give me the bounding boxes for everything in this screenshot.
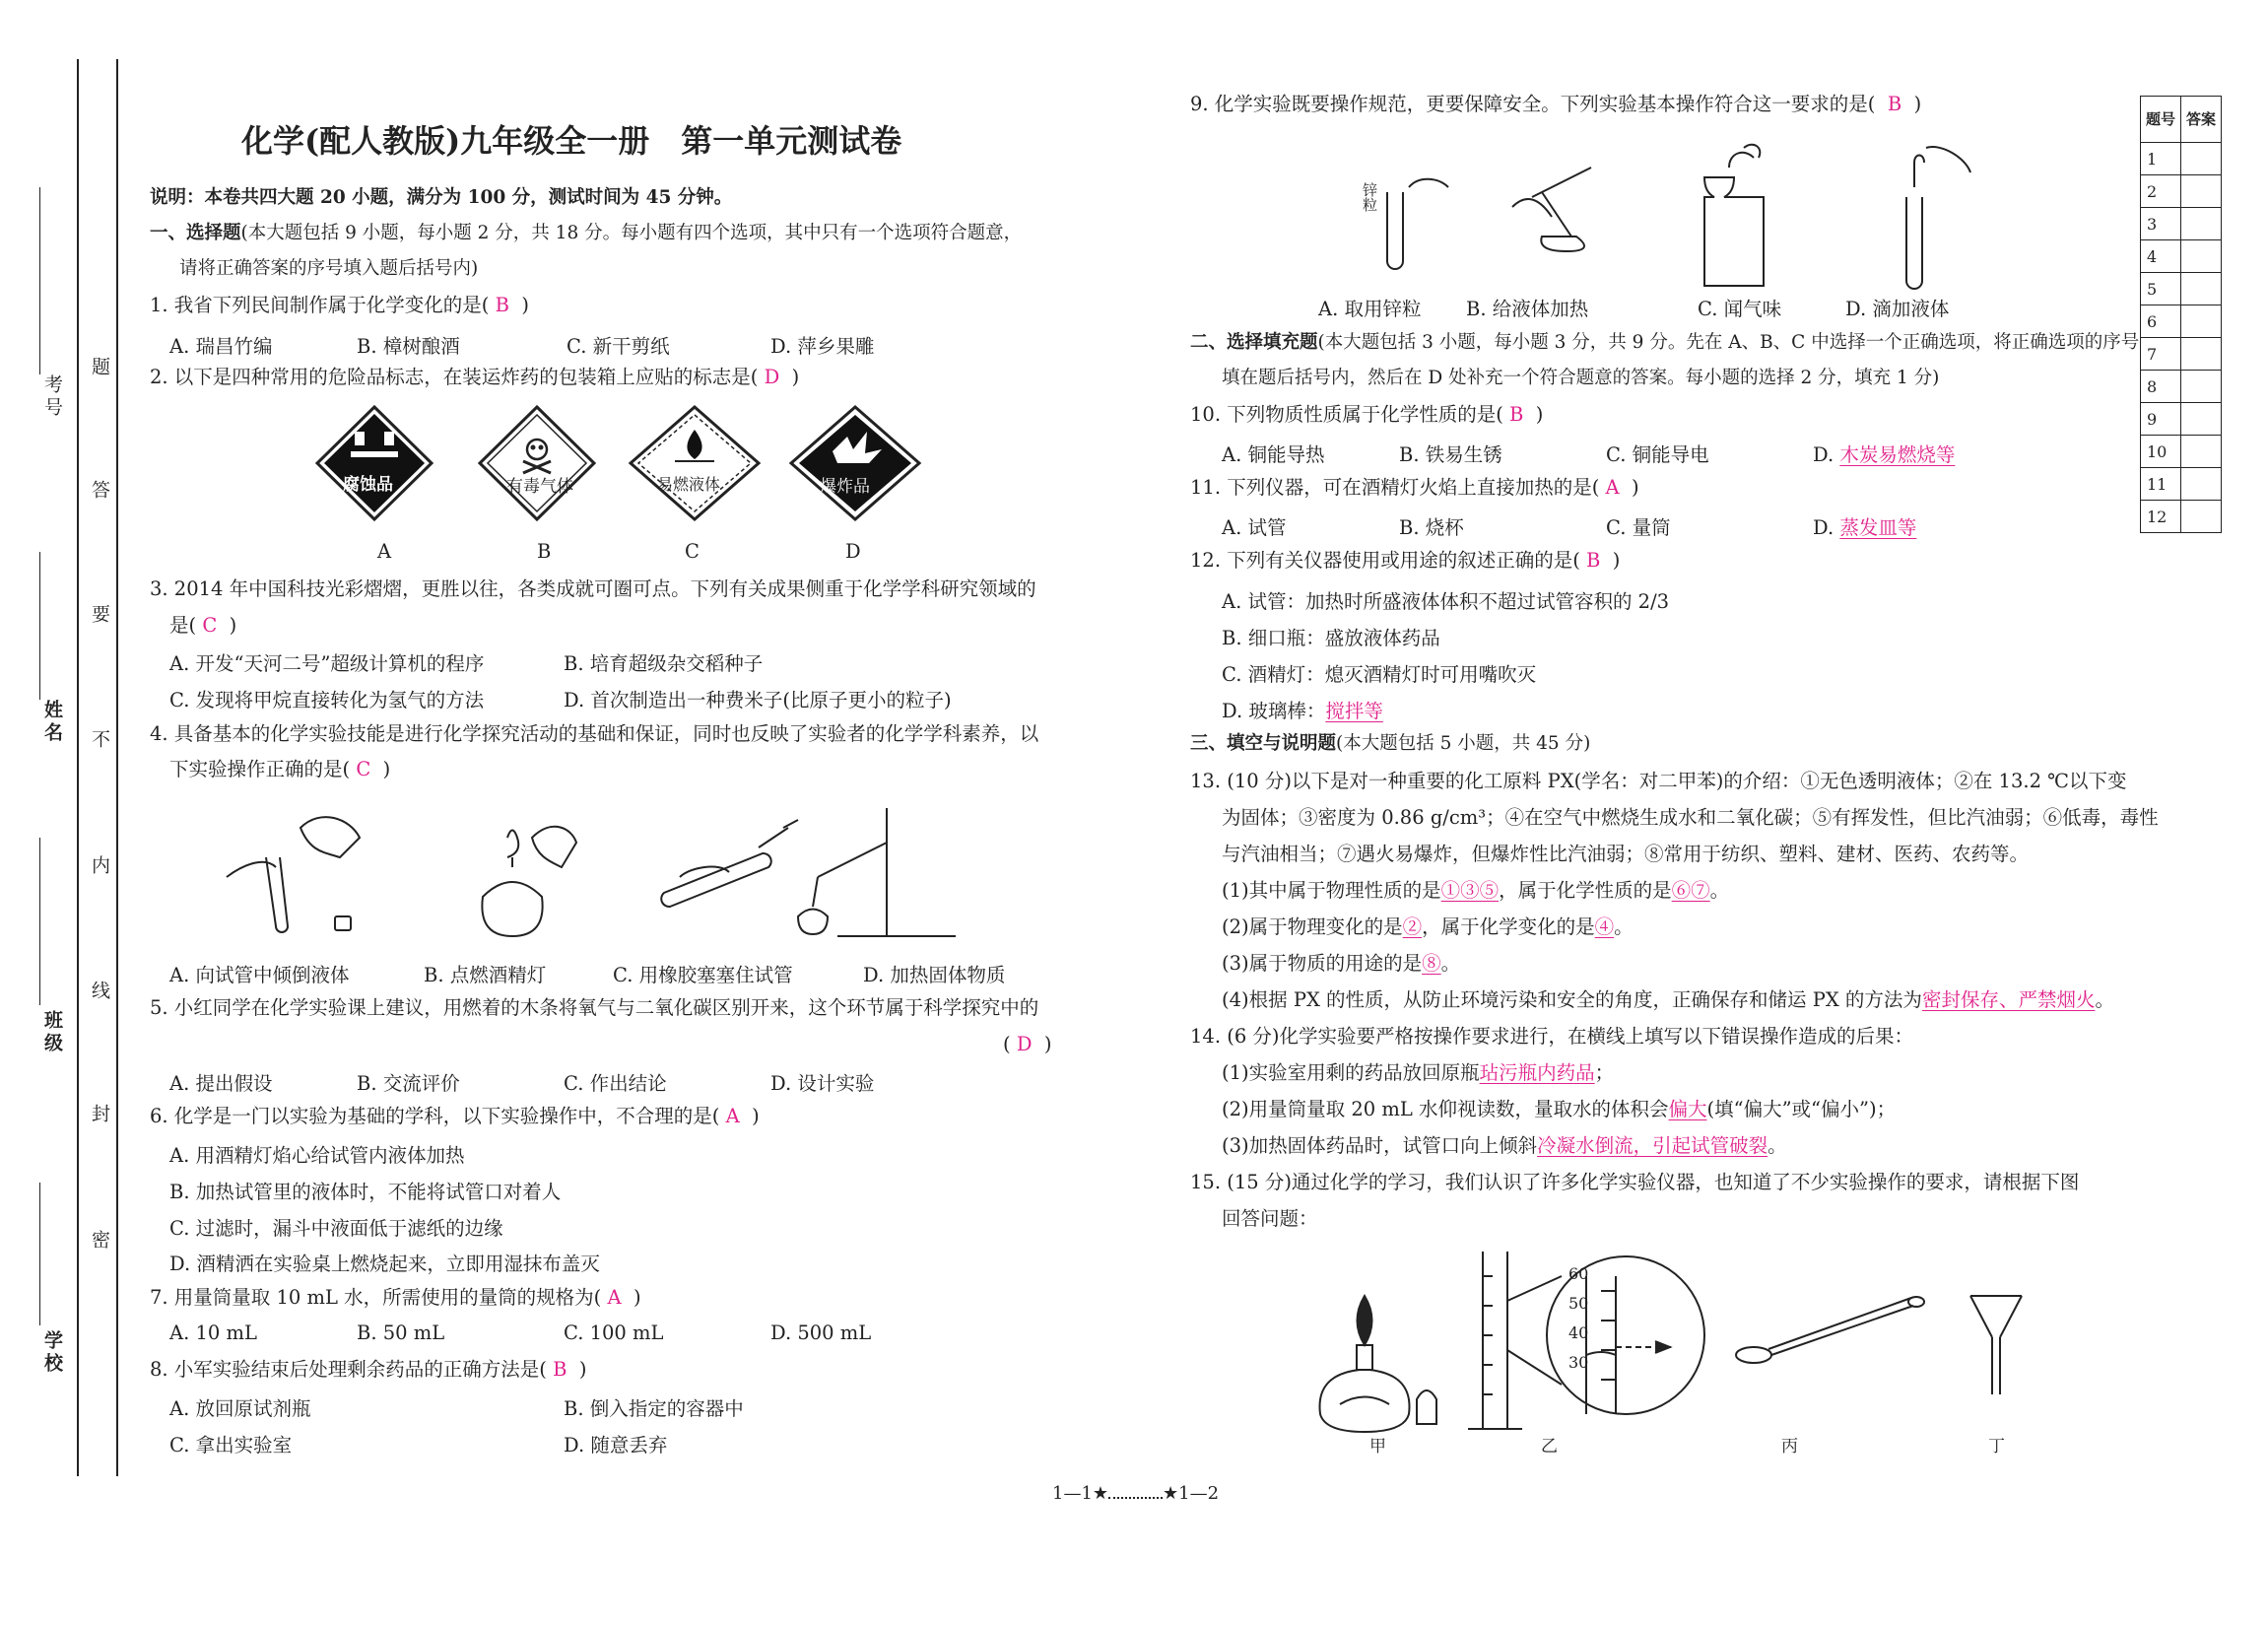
question-4-stem: 4. 具备基本的化学实验技能是进行化学探究活动的基础和保证，同时也反映了实验者的化学学科素养，以 [150,722,1039,745]
test-tube-icon [1387,192,1403,269]
option: D. 萍乡果雕 [770,335,875,358]
option-d: D. 木炭易燃烧等 [1813,443,1956,466]
row-number: 10 [2141,436,2181,468]
option: D. 加热固体物质 [863,964,1006,986]
answer-mark: C [356,758,371,780]
answer-mark: B [1887,93,1902,115]
answer-mark: D [1016,1033,1033,1055]
question-10-stem: 10. 下列物质性质属于化学性质的是( B ) [1190,403,1544,426]
seal-char: 密 [89,1230,110,1253]
option: A. 试管 [1222,516,1287,539]
filled-answer: 木炭易燃烧等 [1839,443,1956,466]
option: B. 点燃酒精灯 [424,964,547,986]
answer-mark: B [553,1358,567,1381]
class-label: 班级 [41,1010,63,1055]
option: D. 滴加液体 [1845,298,1950,320]
section-heading: 三、填空与说明题 [1190,733,1337,754]
reagent-bottle-icon [300,817,360,857]
row-number: 6 [2141,305,2181,338]
option: C. 新干剪纸 [567,335,670,358]
binding-line-left [77,59,79,1476]
option: B. 加热试管里的液体时，不能将试管口对着人 [169,1181,562,1203]
q9-figure [1379,138,2010,276]
filled-answer: ⑥⑦ [1671,879,1710,902]
option: C. 发现将甲烷直接转化为氢气的方法 [169,689,485,711]
option: D. 500 mL [770,1321,872,1344]
figure-letter: C [685,540,700,563]
page-number-right: ★1—2 [1163,1483,1220,1504]
answer-mark: B [495,294,509,316]
page-number-left: 1—1★ [1052,1483,1109,1504]
row-number: 12 [2141,501,2181,533]
row-number: 1 [2141,143,2181,175]
row-number: 3 [2141,208,2181,240]
figure-label: 乙 [1541,1437,1558,1457]
column-header: 题号 [2141,97,2181,143]
filled-answer: 冷凝水倒流，引起试管破裂 [1537,1134,1768,1157]
answer-mark: B [1586,549,1601,572]
filled-answer: ①③⑤ [1440,879,1500,902]
test-tube-icon [266,857,288,932]
option: A. 提出假设 [169,1072,273,1095]
page-footer [1052,1483,1219,1504]
option: D. 随意丢弃 [564,1434,668,1457]
row-number: 11 [2141,468,2181,501]
option: B. 细口瓶：盛放液体药品 [1222,627,1440,649]
figure-label: 丙 [1781,1437,1798,1457]
option: B. 倒入指定的容器中 [564,1397,744,1420]
section-3-header [1190,731,1590,757]
option: A. 瑞昌竹编 [169,335,273,358]
seal-char: 题 [89,357,110,379]
answer-cell[interactable] [2181,143,2222,175]
answer-cell[interactable] [2181,371,2222,403]
filled-answer: 偏大 [1668,1098,1707,1120]
figure-letter: B [537,540,552,563]
filled-answer: ④ [1594,915,1615,938]
answer-cell[interactable] [2181,403,2222,436]
row-number: 4 [2141,240,2181,273]
row-number: 8 [2141,371,2181,403]
seal-char: 封 [89,1104,110,1126]
answer-mark: C [202,614,218,637]
section-heading: 二、选择填充题 [1190,332,1318,353]
sign-label: 爆炸品 [820,477,870,497]
scale-label: 60 [1568,1264,1589,1283]
option: D. 设计实验 [770,1072,875,1095]
option: B. 培育超级杂交稻种子 [564,652,764,675]
option: C. 酒精灯：熄灭酒精灯时可用嘴吹灭 [1222,663,1537,686]
alcohol-lamp-icon [1320,1296,1410,1432]
option: C. 闻气味 [1698,298,1782,320]
sign-label: 有毒气体 [506,477,573,497]
option: A. 取用锌粒 [1318,298,1422,320]
option: C. 过滤时，漏斗中液面低于滤纸的边缘 [169,1217,503,1240]
scale-label: 40 [1568,1323,1589,1342]
question-13-line: 为固体；③密度为 0.86 g/cm³；④在空气中燃烧生成水和二氧化碳；⑤有挥发性，但比汽油弱；⑥低毒，毒性 [1222,806,2159,829]
section-desc: (本大题包括 3 小题，每小题 3 分，共 9 分。先在 A、B、C 中选择一个正确选项，将正确选项的序号 [1317,332,2140,353]
question-13-line: 13. (10 分)以下是对一种重要的化工原料 PX(学名：对二甲苯)的介绍：①无色透明液体；②在 13.2 ℃以下变 [1190,770,2127,792]
option: A. 开发“天河二号”超级计算机的程序 [169,652,485,675]
option: D. 首次制造出一种费米子(比原子更小的粒子) [564,689,952,711]
option-d: D. 玻璃棒：搅拌等 [1222,700,1383,722]
question-15-line: 回答问题： [1222,1207,1318,1230]
option: A. 10 mL [169,1321,257,1344]
section-heading: 一、选择题 [150,223,241,243]
filled-answer: 蒸发皿等 [1839,516,1917,539]
question-13-part-4: (4)根据 PX 的性质，从防止环境污染和安全的角度，正确保存和储运 PX 的方法为密封保存、严禁烟火。 [1222,988,2114,1011]
exam-number-label: 考号 [41,374,63,420]
question-13-part-3: (3)属于物质的用途的是⑧。 [1222,952,1461,975]
figure-label: 甲 [1369,1437,1386,1457]
question-13-part-2: (2)属于物理变化的是②，属于化学变化的是④。 [1222,915,1634,938]
row-number: 9 [2141,403,2181,436]
question-14-part-3: (3)加热固体药品时，试管口向上倾斜冷凝水倒流，引起试管破裂。 [1222,1134,1787,1157]
answer-cell[interactable] [2181,436,2222,468]
figure-label: 丁 [1988,1437,2005,1457]
column-header: 答案 [2181,97,2222,143]
lab-operations-figure [207,798,1015,946]
zinc-label: 锌粒 [1361,182,1378,212]
sign-label: 易燃液体 [657,475,721,494]
toxic-gas-icon [480,407,594,519]
sign-label: 腐蚀品 [343,475,393,495]
question-13-part-1: (1)其中属于物理性质的是①③⑤，属于化学性质的是⑥⑦。 [1222,879,1730,902]
question-11-stem: 11. 下列仪器，可在酒精灯火焰上直接加热的是( A ) [1190,476,1639,499]
name-label: 姓名 [41,700,63,745]
option-d: D. 蒸发皿等 [1813,516,1917,539]
corrosive-icon [317,407,432,519]
answer-cell[interactable] [2181,240,2222,273]
option: A. 铜能导热 [1222,443,1325,466]
name-field[interactable] [39,552,40,700]
answer-mark: A [725,1105,740,1127]
row-number: 2 [2141,175,2181,208]
medicine-spoon-icon [1736,1297,1924,1363]
figure-letter: D [845,540,861,563]
row-number: 7 [2141,338,2181,371]
question-14-part-2: (2)用量筒量取 20 mL 水仰视读数，量取水的体积会偏大(填“偏大”或“偏小”)； [1222,1098,1897,1120]
seal-char: 不 [89,729,110,752]
answer-cell[interactable] [2181,208,2222,240]
explosive-icon [791,407,919,519]
option: C. 用橡胶塞塞住试管 [613,964,793,986]
seal-char: 内 [89,855,110,878]
question-2-stem: 2. 以下是四种常用的危险品标志，在装运炸药的包装箱上应贴的标志是( D ) [150,366,800,388]
gas-bottle-icon [1704,177,1764,286]
section-2-desc-2: 填在题后括号内，然后在 D 处补充一个符合题意的答案。每小题的选择 2 分，填充 1 分) [1222,368,1940,388]
funnel-icon [1970,1296,2022,1394]
question-7-stem: 7. 用量筒量取 10 mL 水，所需使用的量筒的规格为( A ) [150,1286,641,1309]
filled-answer: ② [1402,915,1423,938]
option: B. 50 mL [357,1321,445,1344]
answer-mark: B [1509,403,1524,426]
heating-liquid-icon [1532,168,1591,251]
answer-cell[interactable] [2181,338,2222,371]
filled-answer: ⑧ [1422,952,1441,975]
option: A. 用酒精灯焰心给试管内液体加热 [169,1144,465,1167]
seal-char: 要 [89,604,110,627]
q15-apparatus-figure [1320,1247,2148,1434]
question-1-stem: 1. 我省下列民间制作属于化学变化的是( B ) [150,294,529,316]
option: B. 给液体加热 [1466,298,1589,320]
school-field[interactable] [39,1183,40,1325]
scale-label: 30 [1568,1353,1589,1372]
option: C. 铜能导电 [1606,443,1709,466]
question-14-part-1: (1)实验室用剩的药品放回原瓶玷污瓶内药品； [1222,1061,1615,1084]
row-number: 5 [2141,273,2181,305]
question-12-stem: 12. 下列有关仪器使用或用途的叙述正确的是( B ) [1190,549,1621,572]
school-label: 学校 [41,1330,63,1376]
flammable-liquid-icon [631,407,759,519]
question-15-line: 15. (15 分)通过化学的学习，我们认识了许多化学实验仪器，也知道了不少实验操作的要求，请根据下图 [1190,1171,2080,1193]
option: A. 向试管中倾倒液体 [169,964,350,986]
test-tube-icon [1906,197,1922,289]
option: B. 樟树酿酒 [357,335,460,358]
lamp-cap-icon [1417,1390,1436,1424]
section-2-header [1190,330,2139,356]
option: C. 作出结论 [564,1072,667,1095]
exam-number-field[interactable] [39,187,40,374]
section-1-header [150,221,1022,246]
option: C. 量筒 [1606,516,1671,539]
instructions: 说明：本卷共四大题 20 小题，满分为 100 分，测试时间为 45 分钟。 [150,187,733,208]
figure-letter: A [377,540,392,563]
seal-char: 答 [89,480,110,503]
answer-mark: D [764,366,780,388]
class-field[interactable] [39,838,40,1005]
test-tube-icon [661,853,770,907]
filled-answer: 玷污瓶内药品 [1479,1061,1595,1084]
answer-cell[interactable] [2181,273,2222,305]
answer-mark: A [1605,476,1620,499]
binding-line-right [116,59,118,1476]
question-14-line: 14. (6 分)化学实验要严格按操作要求进行，在横线上填写以下错误操作造成的后果： [1190,1025,1914,1048]
answer-mark: A [607,1286,622,1309]
filled-answer: 搅拌等 [1325,700,1383,722]
question-9-stem: 9. 化学实验既要操作规范，更要保障安全。下列实验基本操作符合这一要求的是( B ) [1190,93,1922,115]
question-3-stem: 3. 2014 年中国科技光彩熠熠，更胜以往，各类成就可圈可点。下列有关成果侧重于化学学科研究领域的 [150,577,1036,600]
section-desc: (本大题包括 9 小题，每小题 2 分，共 18 分。每小题有四个选项，其中只有一个选项符合题意， [240,223,1023,243]
alcohol-lamp-icon [482,882,542,936]
section-1-desc-2: 请将正确答案的序号填入题后括号内) [179,258,479,279]
option: D. 酒精洒在实验桌上燃烧起来，立即用湿抹布盖灭 [169,1253,600,1275]
seal-char: 线 [89,981,110,1003]
question-5-answer: ( D ) [1003,1033,1052,1055]
question-4-stem-2: 下实验操作正确的是( C ) [169,758,391,780]
answer-cell[interactable] [2181,501,2222,533]
answer-cell[interactable] [2181,305,2222,338]
alcohol-lamp-icon [798,910,828,935]
scale-label: 50 [1568,1294,1589,1313]
question-8-stem: 8. 小军实验结束后处理剩余药品的正确方法是( B ) [150,1358,587,1381]
option: A. 试管：加热时所盛液体体积不超过试管容积的 2/3 [1222,590,1670,613]
page-title: 化学(配人教版)九年级全一册 第一单元测试卷 [241,122,902,160]
option: A. 放回原试剂瓶 [169,1397,311,1420]
option: C. 拿出实验室 [169,1434,293,1457]
question-13-line: 与汽油相当；⑦遇火易爆炸，但爆炸性比汽油弱；⑧常用于纺织、塑料、建材、医药、农药等。 [1222,843,2030,865]
hazard-signs-figure [315,402,946,530]
option: B. 交流评价 [357,1072,460,1095]
question-5-stem: 5. 小红同学在化学实验课上建议，用燃着的木条将氧气与二氧化碳区别开来，这个环节属于科学探究中的 [150,996,1039,1019]
section-desc: (本大题包括 5 小题，共 45 分) [1336,733,1591,754]
option: C. 100 mL [564,1321,664,1344]
question-6-stem: 6. 化学是一门以实验为基础的学科，以下实验操作中，不合理的是( A ) [150,1105,760,1127]
answer-cell[interactable] [2181,175,2222,208]
option: B. 烧杯 [1399,516,1464,539]
option: B. 铁易生锈 [1399,443,1502,466]
answer-key-table [2140,96,2222,533]
answer-cell[interactable] [2181,468,2222,501]
filled-answer: 密封保存、严禁烟火 [1921,988,2096,1011]
question-3-stem-2: 是( C ) [169,614,237,637]
